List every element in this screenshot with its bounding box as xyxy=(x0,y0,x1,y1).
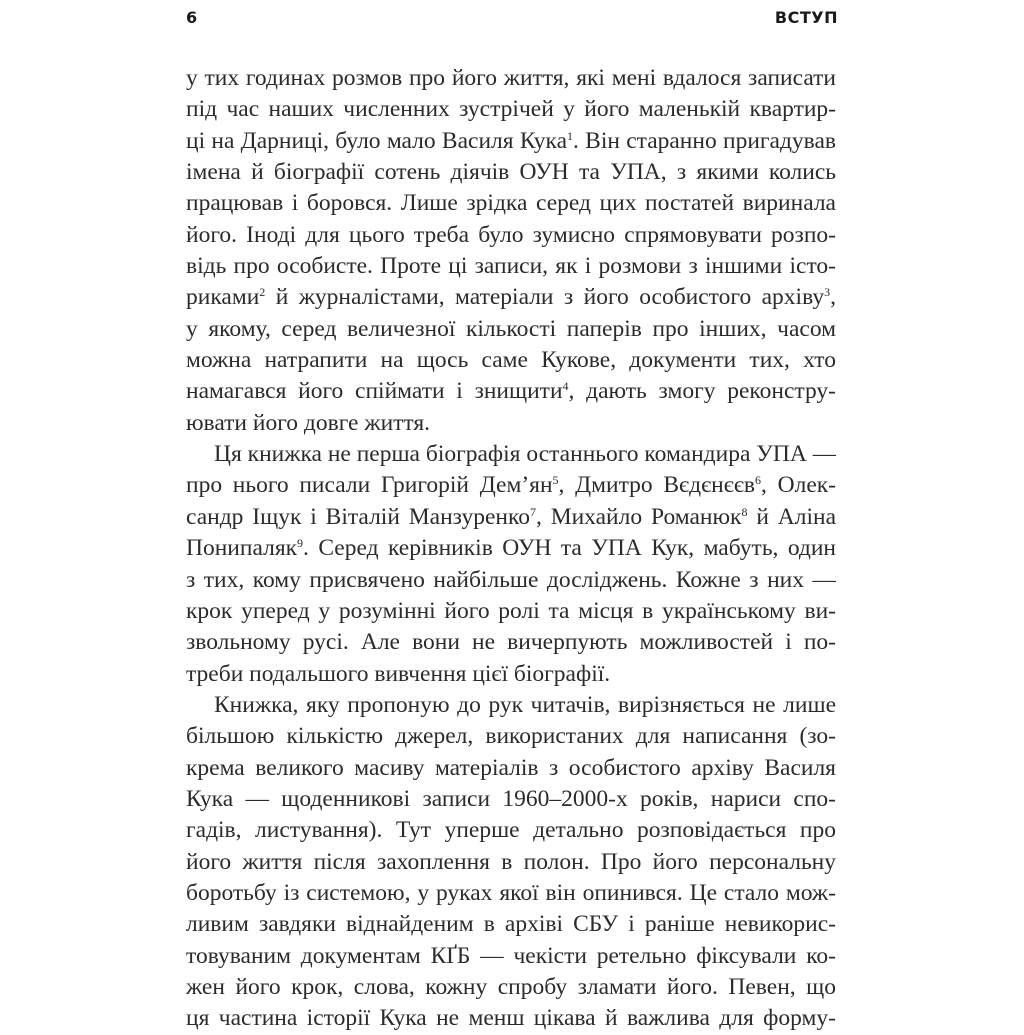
text-line: Кука — щоденникові записи 1960–2000-х років, нариси спо- xyxy=(186,785,836,812)
footnote-ref[interactable]: 5 xyxy=(552,473,559,488)
running-head xyxy=(186,8,838,32)
section-title: ВСТУП xyxy=(774,8,838,27)
footnote-ref[interactable]: 3 xyxy=(824,285,831,300)
text-line: можна натрапити на щось саме Кукове, документи тих, хто xyxy=(186,347,836,374)
footnote-ref[interactable]: 9 xyxy=(297,536,304,551)
text-line: про нього писали Григорій $Дем’ян^5$, Дмитро Вєдєнєєв$^6$, Олек- xyxy=(186,472,836,499)
text-line: боротьбу із системою, у руках якої він опинився. Це стало мож- xyxy=(186,879,836,906)
text-line: ця частина історії Кука не менш цікава й важлива для форму- xyxy=(186,1005,836,1032)
text-line: імена й біографії сотень діячів ОУН та УПА, з якими колись xyxy=(186,159,836,186)
text-line: працював і боровся. Лише зрідка серед цих постатей виринала xyxy=(186,190,836,217)
footnote-ref[interactable]: 4 xyxy=(562,379,569,394)
text-line: товуваним документам КҐБ — чекісти ретельно фіксували ко- xyxy=(186,942,836,969)
text-line: його життя після захоплення в полон. Про його персональну xyxy=(186,848,836,875)
text-line: звольному русі. Але вони не вичерпують можливостей і по- xyxy=(186,629,836,656)
text-line: треби подальшого вивчення цієї біографії. xyxy=(186,660,611,687)
text-line: більшою кількістю джерел, використаних для написання (зо- xyxy=(186,723,836,750)
body-text xyxy=(186,63,836,1035)
text-line: ювати його довге життя. xyxy=(186,409,431,436)
text-line: Ця книжка не перша біографія останнього командира УПА — xyxy=(214,441,836,468)
page-number: 6 xyxy=(186,8,198,27)
text-line: крок уперед у розумінні його ролі та місця в українському ви- xyxy=(186,597,836,624)
text-line: у тих годинах розмов про його життя, які мені вдалося записати xyxy=(186,65,836,91)
text-line: відь про особисте. Проте ці записи, як і розмови з іншими істо- xyxy=(186,253,836,280)
text-line: риками$^2$ й журналістами, матеріали з його особистого архіву$^3$, xyxy=(186,284,836,311)
text-line: крема великого масиву матеріалів з особистого архіву Василя xyxy=(186,754,836,781)
text-line: ливим завдяки віднайденим в архіві СБУ і раніше невикорис- xyxy=(186,911,836,938)
text-line: його. Іноді для цього треба було зумисно спрямовувати розпо- xyxy=(186,221,836,248)
text-line: намагався його спіймати і знищити$^4$, дають змогу реконстру- xyxy=(186,378,836,405)
text-line: з тих, кому присвячено найбільше досліджень. Кожне з них — xyxy=(186,566,836,593)
text-line: у якому, серед величезної кількості паперів про інших, часом xyxy=(186,315,836,342)
text-line: Книжка, яку пропоную до рук читачів, вирізняється не лише xyxy=(214,691,836,718)
text-line: сандр Іщук і Віталій Манзуренко$^7$, Михайло Романюк$^8$ й Аліна xyxy=(186,503,836,530)
footnote-ref[interactable]: 2 xyxy=(259,285,266,300)
footnote-ref[interactable]: 7 xyxy=(529,504,536,519)
text-line: ці на Дарниці, було мало Василя Кука$^1$. Він старанно пригадував xyxy=(186,127,836,154)
text-line: Понипаляк$^9$. Серед керівників ОУН та УПА Кук, мабуть, один xyxy=(186,535,836,562)
footnote-ref[interactable]: 8 xyxy=(741,504,748,519)
text-line: під час наших численних зустрічей у його маленькій квартир- xyxy=(186,96,836,123)
text-line: гадів, листування). Тут уперше детально розповідається про xyxy=(186,817,836,844)
footnote-ref[interactable]: 6 xyxy=(755,473,762,488)
footnote-ref[interactable]: 1 xyxy=(567,128,573,143)
text-line: жен його крок, слова, кожну спробу зламати його. Певен, що xyxy=(186,973,836,1000)
